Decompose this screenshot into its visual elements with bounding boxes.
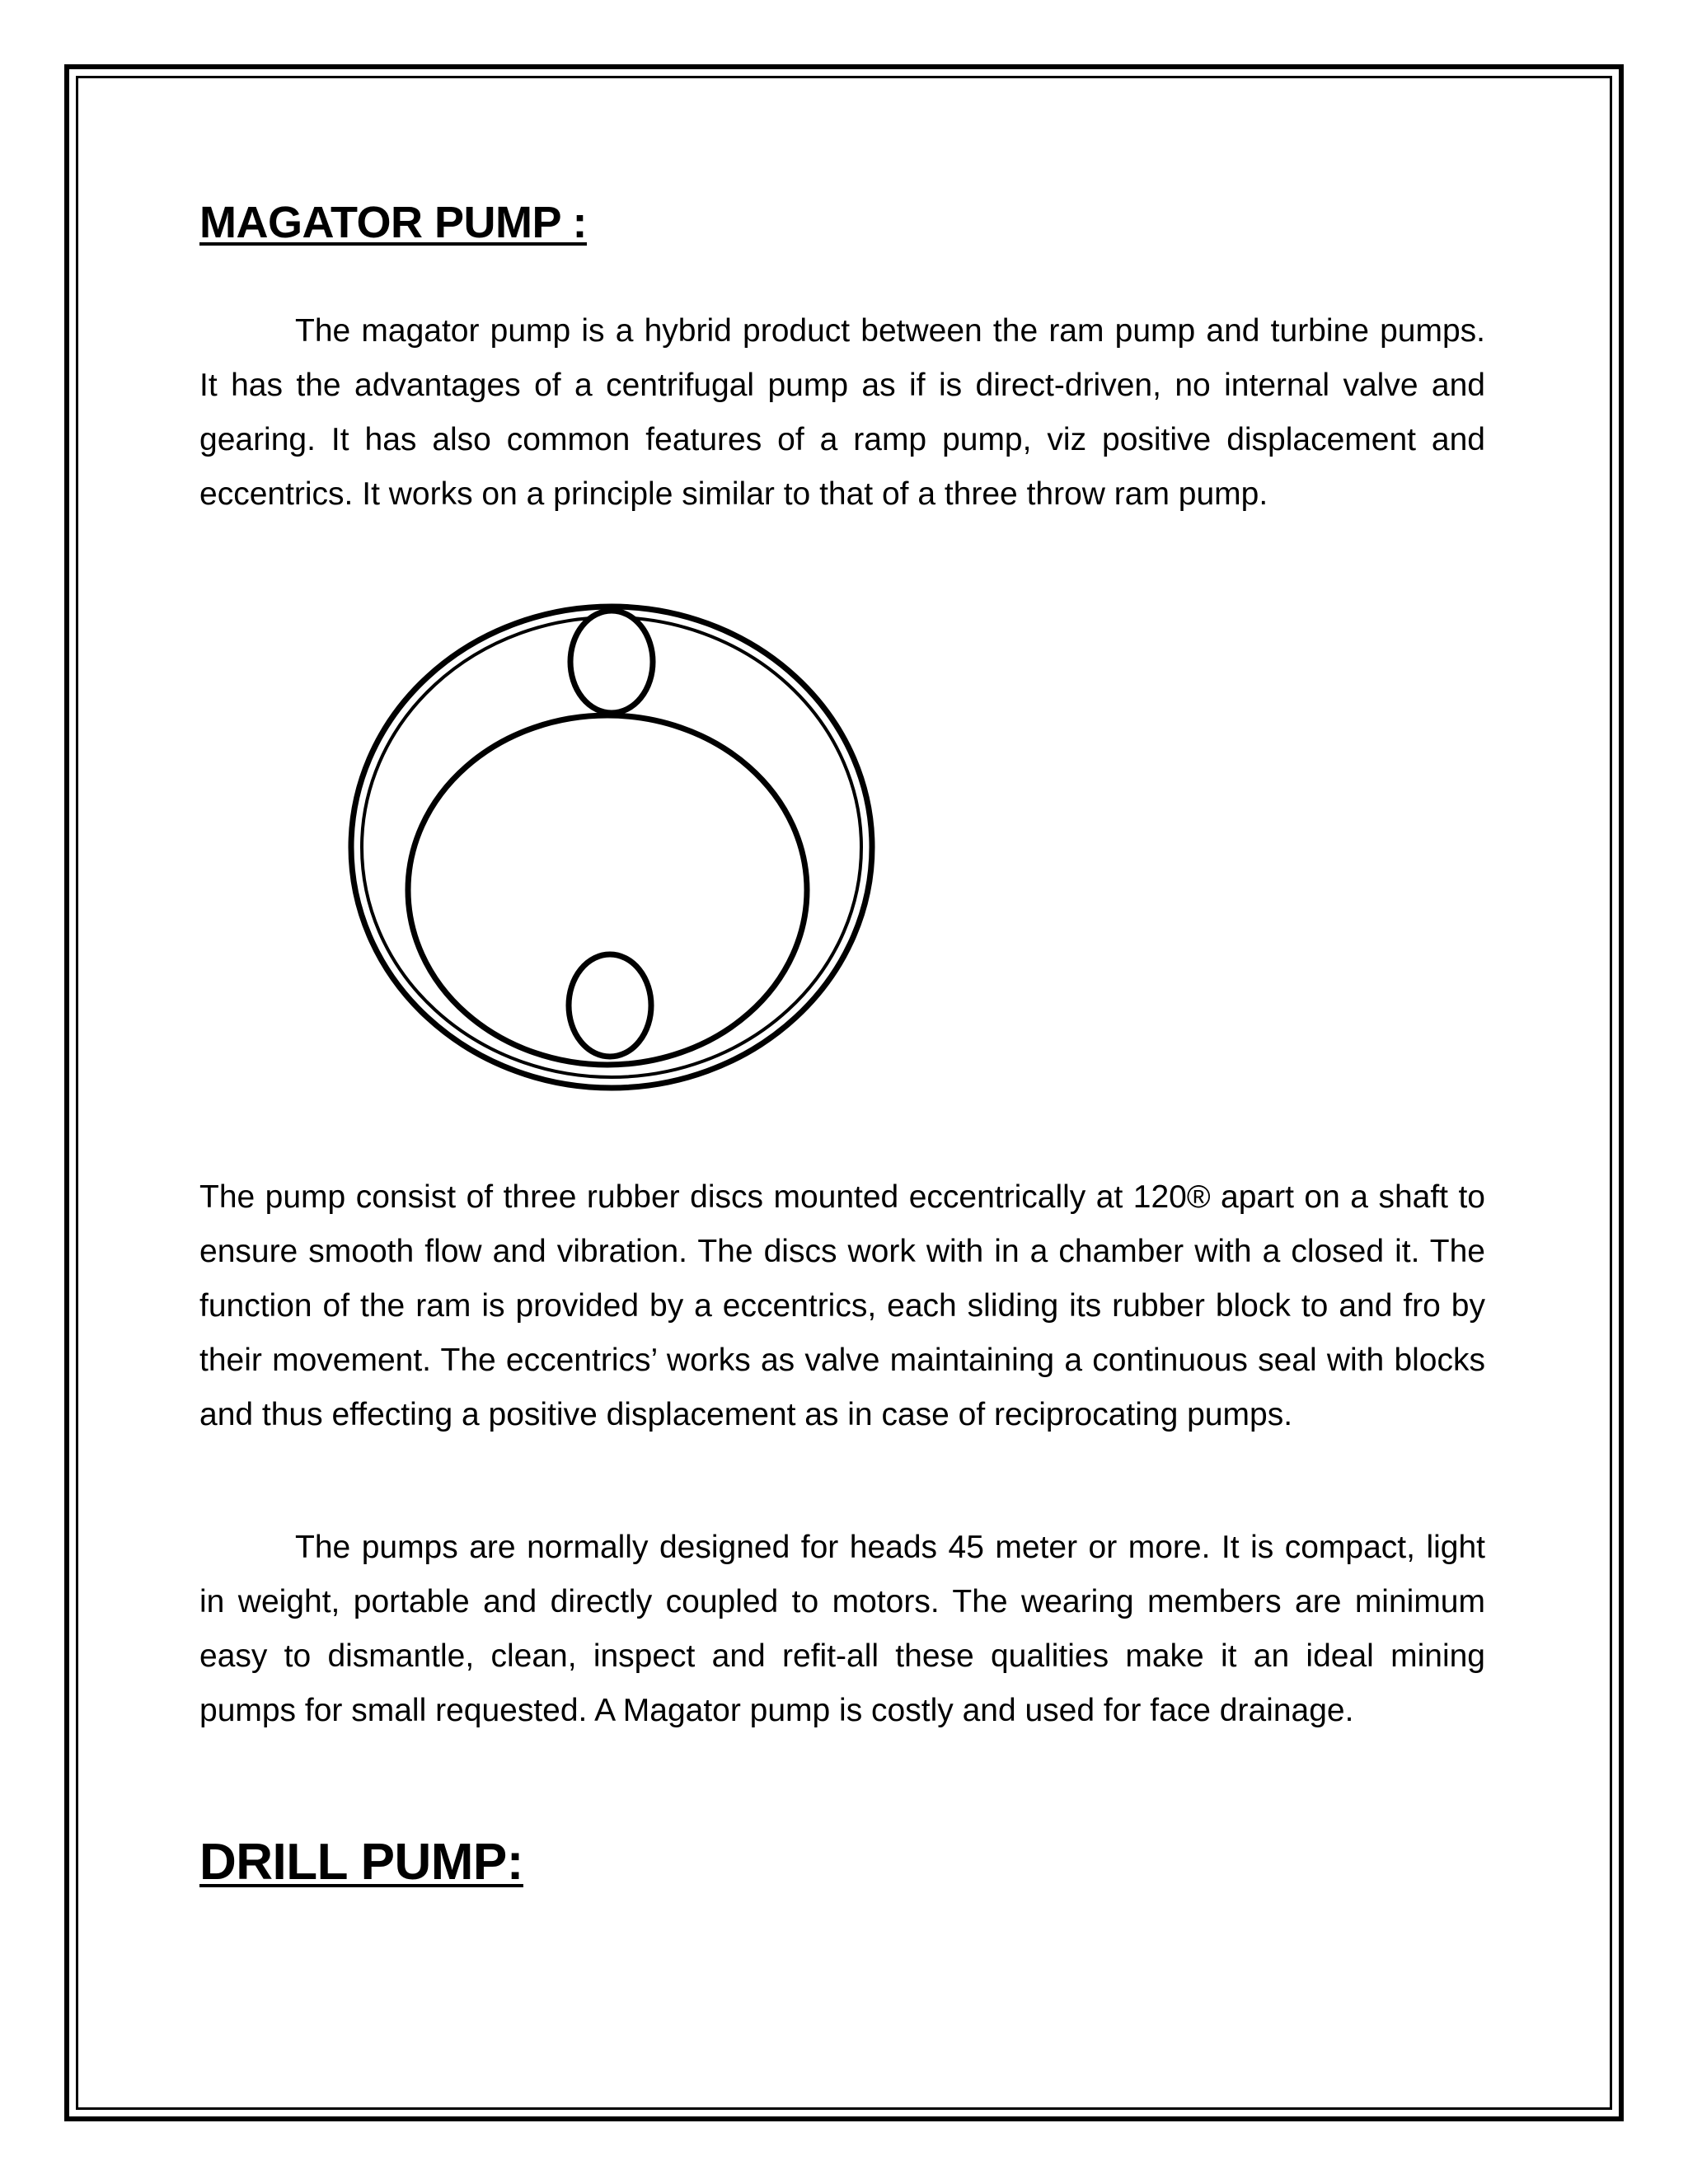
rubber-disc-top	[570, 611, 653, 713]
magator-features-paragraph: The pumps are normally designed for heads 45 meter or more. It is compact, light in weight, portable and directly coupled to motors. The wearing members are minimum easy to dismantle, clean, inspect and refit-all these qualities make it an ideal mining pumps for small requested. A Magator pump is costly and used for face drainage.	[199, 1530, 1485, 1728]
magator-working-paragraph: The pump consist of three rubber discs mounted eccentrically at 120® apart on a shaft to ensure smooth flow and vibration. The discs work with in a chamber with a closed it. The function of the ram is provided by a eccentrics, each sliding its rubber block to and fro by their movement. The eccentrics’ works as valve maintaining a continuous seal with blocks and thus effecting a positive displacement as in case of reciprocating pumps.	[199, 1179, 1485, 1432]
magator-pump-heading: MAGATOR PUMP :	[199, 198, 588, 247]
drill-pump-heading: DRILL PUMP:	[199, 1834, 523, 1891]
rubber-disc-bottom	[569, 954, 651, 1057]
magator-pump-diagram	[348, 592, 875, 1103]
magator-intro-paragraph: The magator pump is a hybrid product between the ram pump and turbine pumps. It has the advantages of a centrifugal pump as if is direct-driven, no internal valve and gearing. It has also common features of a ramp pump, viz positive displacement and eccentrics. It works on a principle similar to that of a three throw ram pump.	[199, 313, 1485, 512]
